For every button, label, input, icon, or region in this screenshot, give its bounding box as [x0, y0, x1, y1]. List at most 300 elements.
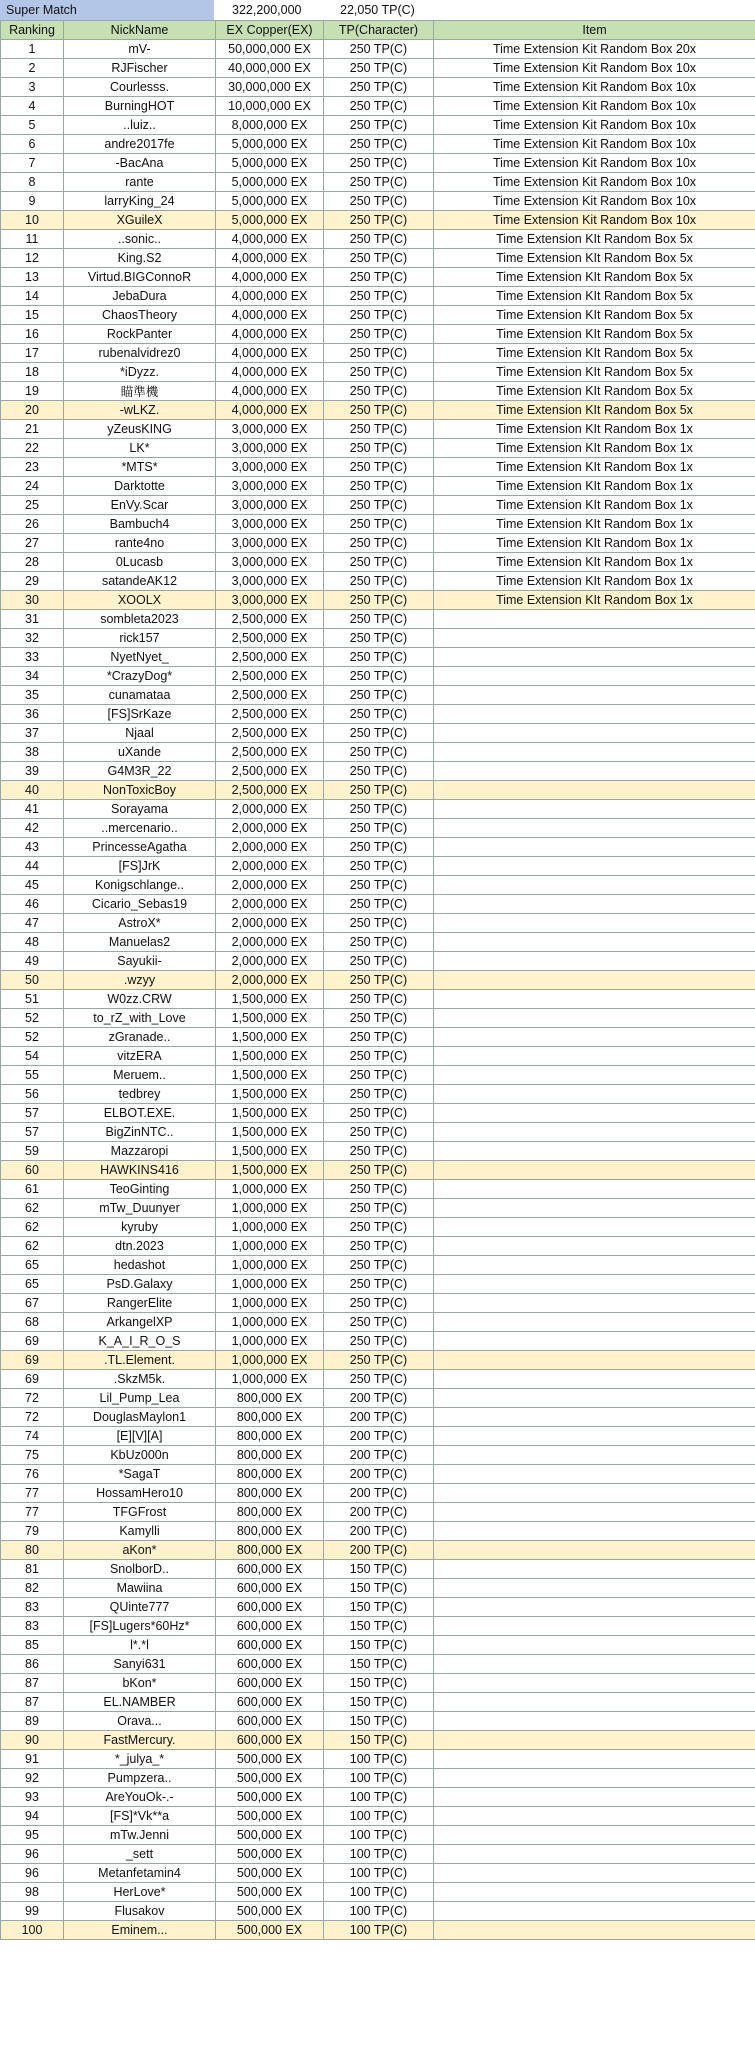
- cell-nickname[interactable]: yZeusKING: [64, 420, 216, 439]
- cell-item[interactable]: [434, 686, 755, 705]
- cell-item[interactable]: Time Extension KIt Random Box 1x: [434, 496, 755, 515]
- cell-ranking[interactable]: 23: [1, 458, 64, 477]
- cell-ranking[interactable]: 95: [1, 1826, 64, 1845]
- cell-ranking[interactable]: 31: [1, 610, 64, 629]
- cell-ex-copper[interactable]: 30,000,000 EX: [216, 78, 324, 97]
- cell-item[interactable]: Time Extension Kit Random Box 10x: [434, 97, 755, 116]
- cell-item[interactable]: [434, 1864, 755, 1883]
- cell-tp[interactable]: 250 TP(C): [324, 895, 434, 914]
- cell-tp[interactable]: 250 TP(C): [324, 173, 434, 192]
- cell-item[interactable]: [434, 1636, 755, 1655]
- cell-tp[interactable]: 250 TP(C): [324, 344, 434, 363]
- cell-nickname[interactable]: AreYouOk-.-: [64, 1788, 216, 1807]
- cell-tp[interactable]: 250 TP(C): [324, 192, 434, 211]
- cell-item[interactable]: [434, 1503, 755, 1522]
- cell-ranking[interactable]: 96: [1, 1845, 64, 1864]
- cell-ex-copper[interactable]: 1,500,000 EX: [216, 1161, 324, 1180]
- cell-ex-copper[interactable]: 800,000 EX: [216, 1408, 324, 1427]
- cell-item[interactable]: Time Extension KIt Random Box 1x: [434, 534, 755, 553]
- cell-tp[interactable]: 250 TP(C): [324, 420, 434, 439]
- cell-ranking[interactable]: 14: [1, 287, 64, 306]
- cell-nickname[interactable]: [FS]*Vk**a: [64, 1807, 216, 1826]
- cell-tp[interactable]: 250 TP(C): [324, 287, 434, 306]
- cell-nickname[interactable]: [FS]JrK: [64, 857, 216, 876]
- cell-nickname[interactable]: ELBOT.EXE.: [64, 1104, 216, 1123]
- cell-ex-copper[interactable]: 1,000,000 EX: [216, 1256, 324, 1275]
- cell-nickname[interactable]: EL.NAMBER: [64, 1693, 216, 1712]
- total-ex-copper[interactable]: 322,200,000: [232, 3, 302, 17]
- cell-tp[interactable]: 100 TP(C): [324, 1826, 434, 1845]
- cell-ex-copper[interactable]: 2,500,000 EX: [216, 629, 324, 648]
- cell-ranking[interactable]: 65: [1, 1256, 64, 1275]
- cell-ex-copper[interactable]: 3,000,000 EX: [216, 439, 324, 458]
- cell-tp[interactable]: 250 TP(C): [324, 876, 434, 895]
- cell-ex-copper[interactable]: 4,000,000 EX: [216, 325, 324, 344]
- cell-tp[interactable]: 250 TP(C): [324, 572, 434, 591]
- cell-nickname[interactable]: to_rZ_with_Love: [64, 1009, 216, 1028]
- cell-ranking[interactable]: 21: [1, 420, 64, 439]
- cell-ranking[interactable]: 38: [1, 743, 64, 762]
- cell-ranking[interactable]: 7: [1, 154, 64, 173]
- cell-tp[interactable]: 250 TP(C): [324, 382, 434, 401]
- cell-ranking[interactable]: 76: [1, 1465, 64, 1484]
- cell-ranking[interactable]: 17: [1, 344, 64, 363]
- cell-nickname[interactable]: FastMercury.: [64, 1731, 216, 1750]
- cell-item[interactable]: [434, 1256, 755, 1275]
- cell-ex-copper[interactable]: 4,000,000 EX: [216, 401, 324, 420]
- cell-nickname[interactable]: bKon*: [64, 1674, 216, 1693]
- cell-tp[interactable]: 250 TP(C): [324, 1123, 434, 1142]
- cell-ex-copper[interactable]: 5,000,000 EX: [216, 154, 324, 173]
- cell-tp[interactable]: 250 TP(C): [324, 154, 434, 173]
- cell-nickname[interactable]: Manuelas2: [64, 933, 216, 952]
- cell-ranking[interactable]: 5: [1, 116, 64, 135]
- cell-ex-copper[interactable]: 600,000 EX: [216, 1674, 324, 1693]
- cell-item[interactable]: [434, 1446, 755, 1465]
- cell-tp[interactable]: 250 TP(C): [324, 1218, 434, 1237]
- cell-item[interactable]: [434, 1598, 755, 1617]
- cell-nickname[interactable]: -wLKZ.: [64, 401, 216, 420]
- cell-ex-copper[interactable]: 2,000,000 EX: [216, 800, 324, 819]
- cell-item[interactable]: [434, 1351, 755, 1370]
- cell-ranking[interactable]: 87: [1, 1674, 64, 1693]
- cell-ranking[interactable]: 60: [1, 1161, 64, 1180]
- cell-nickname[interactable]: RJFischer: [64, 59, 216, 78]
- cell-tp[interactable]: 250 TP(C): [324, 325, 434, 344]
- cell-nickname[interactable]: HossamHero10: [64, 1484, 216, 1503]
- cell-item[interactable]: [434, 705, 755, 724]
- cell-nickname[interactable]: TFGFrost: [64, 1503, 216, 1522]
- cell-ex-copper[interactable]: 2,000,000 EX: [216, 857, 324, 876]
- cell-nickname[interactable]: DouglasMaylon1: [64, 1408, 216, 1427]
- cell-ex-copper[interactable]: 2,000,000 EX: [216, 895, 324, 914]
- cell-nickname[interactable]: Flusakov: [64, 1902, 216, 1921]
- cell-tp[interactable]: 250 TP(C): [324, 211, 434, 230]
- cell-ex-copper[interactable]: 1,000,000 EX: [216, 1294, 324, 1313]
- cell-ex-copper[interactable]: 500,000 EX: [216, 1902, 324, 1921]
- cell-ex-copper[interactable]: 1,000,000 EX: [216, 1351, 324, 1370]
- cell-ex-copper[interactable]: 4,000,000 EX: [216, 268, 324, 287]
- cell-nickname[interactable]: BigZinNTC..: [64, 1123, 216, 1142]
- cell-tp[interactable]: 150 TP(C): [324, 1598, 434, 1617]
- cell-nickname[interactable]: RangerElite: [64, 1294, 216, 1313]
- cell-ranking[interactable]: 81: [1, 1560, 64, 1579]
- cell-ranking[interactable]: 99: [1, 1902, 64, 1921]
- cell-ranking[interactable]: 72: [1, 1389, 64, 1408]
- cell-ex-copper[interactable]: 1,500,000 EX: [216, 1142, 324, 1161]
- cell-ranking[interactable]: 39: [1, 762, 64, 781]
- cell-item[interactable]: [434, 1921, 755, 1940]
- cell-ex-copper[interactable]: 500,000 EX: [216, 1769, 324, 1788]
- cell-nickname[interactable]: PsD.Galaxy: [64, 1275, 216, 1294]
- cell-nickname[interactable]: Orava...: [64, 1712, 216, 1731]
- cell-item[interactable]: [434, 1807, 755, 1826]
- cell-tp[interactable]: 100 TP(C): [324, 1750, 434, 1769]
- cell-tp[interactable]: 250 TP(C): [324, 1161, 434, 1180]
- cell-ex-copper[interactable]: 3,000,000 EX: [216, 534, 324, 553]
- cell-nickname[interactable]: King.S2: [64, 249, 216, 268]
- cell-ex-copper[interactable]: 2,500,000 EX: [216, 762, 324, 781]
- cell-tp[interactable]: 250 TP(C): [324, 1332, 434, 1351]
- cell-ex-copper[interactable]: 4,000,000 EX: [216, 230, 324, 249]
- cell-ranking[interactable]: 8: [1, 173, 64, 192]
- cell-ranking[interactable]: 26: [1, 515, 64, 534]
- cell-nickname[interactable]: rante: [64, 173, 216, 192]
- cell-ranking[interactable]: 92: [1, 1769, 64, 1788]
- cell-ranking[interactable]: 36: [1, 705, 64, 724]
- cell-ex-copper[interactable]: 1,500,000 EX: [216, 990, 324, 1009]
- cell-nickname[interactable]: AstroX*: [64, 914, 216, 933]
- cell-nickname[interactable]: sombleta2023: [64, 610, 216, 629]
- cell-tp[interactable]: 250 TP(C): [324, 1351, 434, 1370]
- cell-ranking[interactable]: 62: [1, 1199, 64, 1218]
- cell-item[interactable]: [434, 876, 755, 895]
- cell-ex-copper[interactable]: 1,500,000 EX: [216, 1047, 324, 1066]
- cell-nickname[interactable]: Courlesss.: [64, 78, 216, 97]
- cell-nickname[interactable]: .wzyy: [64, 971, 216, 990]
- cell-tp[interactable]: 250 TP(C): [324, 800, 434, 819]
- cell-ranking[interactable]: 37: [1, 724, 64, 743]
- cell-nickname[interactable]: mTw.Jenni: [64, 1826, 216, 1845]
- cell-nickname[interactable]: [FS]Lugers*60Hz*: [64, 1617, 216, 1636]
- cell-ranking[interactable]: 1: [1, 40, 64, 59]
- cell-nickname[interactable]: dtn.2023: [64, 1237, 216, 1256]
- cell-ranking[interactable]: 48: [1, 933, 64, 952]
- cell-ex-copper[interactable]: 1,000,000 EX: [216, 1313, 324, 1332]
- cell-ex-copper[interactable]: 4,000,000 EX: [216, 249, 324, 268]
- cell-tp[interactable]: 250 TP(C): [324, 1199, 434, 1218]
- cell-item[interactable]: [434, 1883, 755, 1902]
- cell-item[interactable]: [434, 1066, 755, 1085]
- cell-ex-copper[interactable]: 800,000 EX: [216, 1541, 324, 1560]
- cell-item[interactable]: [434, 1370, 755, 1389]
- cell-ex-copper[interactable]: 2,000,000 EX: [216, 838, 324, 857]
- cell-ranking[interactable]: 91: [1, 1750, 64, 1769]
- cell-tp[interactable]: 250 TP(C): [324, 667, 434, 686]
- cell-item[interactable]: Time Extension KIt Random Box 5x: [434, 268, 755, 287]
- cell-ranking[interactable]: 11: [1, 230, 64, 249]
- cell-item[interactable]: Time Extension KIt Random Box 1x: [434, 572, 755, 591]
- header-nickname[interactable]: NickName: [64, 21, 216, 40]
- cell-nickname[interactable]: NonToxicBoy: [64, 781, 216, 800]
- cell-ex-copper[interactable]: 600,000 EX: [216, 1617, 324, 1636]
- cell-item[interactable]: [434, 1332, 755, 1351]
- cell-item[interactable]: [434, 800, 755, 819]
- cell-tp[interactable]: 100 TP(C): [324, 1921, 434, 1940]
- header-ex-copper[interactable]: EX Copper(EX): [216, 21, 324, 40]
- cell-tp[interactable]: 250 TP(C): [324, 496, 434, 515]
- cell-ranking[interactable]: 3: [1, 78, 64, 97]
- cell-item[interactable]: [434, 1218, 755, 1237]
- cell-nickname[interactable]: XGuileX: [64, 211, 216, 230]
- cell-nickname[interactable]: Sanyi631: [64, 1655, 216, 1674]
- cell-nickname[interactable]: *_julya_*: [64, 1750, 216, 1769]
- cell-tp[interactable]: 250 TP(C): [324, 724, 434, 743]
- cell-item[interactable]: Time Extension Kit Random Box 10x: [434, 135, 755, 154]
- cell-tp[interactable]: 250 TP(C): [324, 1275, 434, 1294]
- cell-tp[interactable]: 250 TP(C): [324, 59, 434, 78]
- cell-item[interactable]: [434, 648, 755, 667]
- cell-item[interactable]: Time Extension Kit Random Box 10x: [434, 78, 755, 97]
- cell-ex-copper[interactable]: 1,000,000 EX: [216, 1180, 324, 1199]
- cell-tp[interactable]: 250 TP(C): [324, 591, 434, 610]
- cell-tp[interactable]: 250 TP(C): [324, 97, 434, 116]
- cell-item[interactable]: [434, 1560, 755, 1579]
- cell-ex-copper[interactable]: 3,000,000 EX: [216, 572, 324, 591]
- cell-item[interactable]: [434, 629, 755, 648]
- cell-ex-copper[interactable]: 2,500,000 EX: [216, 686, 324, 705]
- cell-item[interactable]: [434, 1123, 755, 1142]
- cell-ex-copper[interactable]: 600,000 EX: [216, 1636, 324, 1655]
- cell-tp[interactable]: 200 TP(C): [324, 1541, 434, 1560]
- cell-tp[interactable]: 250 TP(C): [324, 458, 434, 477]
- cell-item[interactable]: [434, 1237, 755, 1256]
- cell-tp[interactable]: 250 TP(C): [324, 1104, 434, 1123]
- cell-item[interactable]: Time Extension Kit Random Box 10x: [434, 154, 755, 173]
- cell-ranking[interactable]: 33: [1, 648, 64, 667]
- cell-tp[interactable]: 250 TP(C): [324, 838, 434, 857]
- cell-ex-copper[interactable]: 2,000,000 EX: [216, 952, 324, 971]
- cell-ex-copper[interactable]: 3,000,000 EX: [216, 553, 324, 572]
- cell-item[interactable]: [434, 1465, 755, 1484]
- cell-ranking[interactable]: 56: [1, 1085, 64, 1104]
- cell-tp[interactable]: 200 TP(C): [324, 1389, 434, 1408]
- cell-tp[interactable]: 200 TP(C): [324, 1408, 434, 1427]
- cell-ranking[interactable]: 54: [1, 1047, 64, 1066]
- cell-nickname[interactable]: Meruem..: [64, 1066, 216, 1085]
- cell-item[interactable]: [434, 1408, 755, 1427]
- cell-nickname[interactable]: XOOLX: [64, 591, 216, 610]
- cell-item[interactable]: [434, 1655, 755, 1674]
- cell-tp[interactable]: 250 TP(C): [324, 268, 434, 287]
- cell-nickname[interactable]: Njaal: [64, 724, 216, 743]
- cell-ex-copper[interactable]: 2,500,000 EX: [216, 705, 324, 724]
- cell-ranking[interactable]: 83: [1, 1598, 64, 1617]
- cell-ex-copper[interactable]: 600,000 EX: [216, 1693, 324, 1712]
- cell-ranking[interactable]: 59: [1, 1142, 64, 1161]
- cell-ex-copper[interactable]: 1,000,000 EX: [216, 1199, 324, 1218]
- cell-tp[interactable]: 150 TP(C): [324, 1579, 434, 1598]
- cell-item[interactable]: [434, 895, 755, 914]
- cell-nickname[interactable]: Lil_Pump_Lea: [64, 1389, 216, 1408]
- cell-nickname[interactable]: Pumpzera..: [64, 1769, 216, 1788]
- cell-tp[interactable]: 250 TP(C): [324, 781, 434, 800]
- cell-tp[interactable]: 250 TP(C): [324, 78, 434, 97]
- cell-ranking[interactable]: 22: [1, 439, 64, 458]
- cell-nickname[interactable]: G4M3R_22: [64, 762, 216, 781]
- cell-ex-copper[interactable]: 2,000,000 EX: [216, 933, 324, 952]
- cell-ex-copper[interactable]: 3,000,000 EX: [216, 420, 324, 439]
- header-ranking[interactable]: Ranking: [1, 21, 64, 40]
- cell-tp[interactable]: 250 TP(C): [324, 971, 434, 990]
- cell-ex-copper[interactable]: 500,000 EX: [216, 1807, 324, 1826]
- cell-tp[interactable]: 100 TP(C): [324, 1883, 434, 1902]
- cell-nickname[interactable]: zGranade..: [64, 1028, 216, 1047]
- cell-nickname[interactable]: Mazzaropi: [64, 1142, 216, 1161]
- cell-tp[interactable]: 250 TP(C): [324, 1142, 434, 1161]
- cell-ex-copper[interactable]: 2,500,000 EX: [216, 724, 324, 743]
- cell-ranking[interactable]: 19: [1, 382, 64, 401]
- cell-ranking[interactable]: 93: [1, 1788, 64, 1807]
- cell-item[interactable]: Time Extension KIt Random Box 5x: [434, 230, 755, 249]
- cell-ranking[interactable]: 57: [1, 1104, 64, 1123]
- cell-item[interactable]: [434, 610, 755, 629]
- cell-nickname[interactable]: NyetNyet_: [64, 648, 216, 667]
- cell-ranking[interactable]: 69: [1, 1351, 64, 1370]
- cell-nickname[interactable]: _sett: [64, 1845, 216, 1864]
- cell-ex-copper[interactable]: 1,500,000 EX: [216, 1028, 324, 1047]
- cell-item[interactable]: [434, 952, 755, 971]
- cell-ex-copper[interactable]: 500,000 EX: [216, 1750, 324, 1769]
- cell-item[interactable]: Time Extension Kit Random Box 10x: [434, 59, 755, 78]
- cell-tp[interactable]: 250 TP(C): [324, 40, 434, 59]
- cell-tp[interactable]: 150 TP(C): [324, 1693, 434, 1712]
- cell-item[interactable]: [434, 1826, 755, 1845]
- cell-ranking[interactable]: 86: [1, 1655, 64, 1674]
- cell-tp[interactable]: 250 TP(C): [324, 1085, 434, 1104]
- cell-item[interactable]: [434, 667, 755, 686]
- total-tp[interactable]: 22,050 TP(C): [340, 3, 415, 17]
- cell-item[interactable]: [434, 1788, 755, 1807]
- cell-ranking[interactable]: 74: [1, 1427, 64, 1446]
- cell-nickname[interactable]: SnolborD..: [64, 1560, 216, 1579]
- cell-item[interactable]: [434, 990, 755, 1009]
- cell-item[interactable]: Time Extension KIt Random Box 1x: [434, 477, 755, 496]
- cell-ex-copper[interactable]: 2,000,000 EX: [216, 819, 324, 838]
- cell-ex-copper[interactable]: 2,500,000 EX: [216, 610, 324, 629]
- cell-nickname[interactable]: ..sonic..: [64, 230, 216, 249]
- cell-ex-copper[interactable]: 5,000,000 EX: [216, 192, 324, 211]
- cell-tp[interactable]: 250 TP(C): [324, 534, 434, 553]
- cell-ranking[interactable]: 41: [1, 800, 64, 819]
- cell-ranking[interactable]: 20: [1, 401, 64, 420]
- cell-item[interactable]: [434, 1389, 755, 1408]
- cell-ranking[interactable]: 55: [1, 1066, 64, 1085]
- cell-ranking[interactable]: 100: [1, 1921, 64, 1940]
- cell-ranking[interactable]: 94: [1, 1807, 64, 1826]
- cell-ranking[interactable]: 79: [1, 1522, 64, 1541]
- cell-item[interactable]: [434, 1484, 755, 1503]
- cell-item[interactable]: Time Extension Kit Random Box 10x: [434, 192, 755, 211]
- cell-nickname[interactable]: ArkangelXP: [64, 1313, 216, 1332]
- cell-ex-copper[interactable]: 3,000,000 EX: [216, 496, 324, 515]
- cell-item[interactable]: Time Extension KIt Random Box 1x: [434, 515, 755, 534]
- cell-tp[interactable]: 250 TP(C): [324, 1294, 434, 1313]
- cell-nickname[interactable]: rubenalvidrez0: [64, 344, 216, 363]
- cell-tp[interactable]: 250 TP(C): [324, 306, 434, 325]
- cell-item[interactable]: [434, 1750, 755, 1769]
- cell-tp[interactable]: 200 TP(C): [324, 1446, 434, 1465]
- cell-tp[interactable]: 250 TP(C): [324, 515, 434, 534]
- cell-nickname[interactable]: hedashot: [64, 1256, 216, 1275]
- cell-tp[interactable]: 250 TP(C): [324, 1313, 434, 1332]
- cell-nickname[interactable]: ChaosTheory: [64, 306, 216, 325]
- cell-ranking[interactable]: 69: [1, 1332, 64, 1351]
- cell-ranking[interactable]: 25: [1, 496, 64, 515]
- cell-tp[interactable]: 250 TP(C): [324, 705, 434, 724]
- cell-tp[interactable]: 250 TP(C): [324, 1028, 434, 1047]
- cell-item[interactable]: [434, 1712, 755, 1731]
- cell-item[interactable]: Time Extension KIt Random Box 5x: [434, 363, 755, 382]
- cell-ex-copper[interactable]: 2,000,000 EX: [216, 914, 324, 933]
- cell-tp[interactable]: 250 TP(C): [324, 819, 434, 838]
- cell-ranking[interactable]: 49: [1, 952, 64, 971]
- cell-item[interactable]: Time Extension KIt Random Box 1x: [434, 439, 755, 458]
- cell-tp[interactable]: 100 TP(C): [324, 1902, 434, 1921]
- cell-nickname[interactable]: Kamylli: [64, 1522, 216, 1541]
- cell-ranking[interactable]: 67: [1, 1294, 64, 1313]
- cell-nickname[interactable]: *SagaT: [64, 1465, 216, 1484]
- cell-nickname[interactable]: KbUz000n: [64, 1446, 216, 1465]
- cell-tp[interactable]: 250 TP(C): [324, 401, 434, 420]
- cell-nickname[interactable]: Metanfetamin4: [64, 1864, 216, 1883]
- cell-ranking[interactable]: 89: [1, 1712, 64, 1731]
- cell-item[interactable]: Time Extension KIt Random Box 1x: [434, 458, 755, 477]
- cell-ranking[interactable]: 51: [1, 990, 64, 1009]
- cell-tp[interactable]: 150 TP(C): [324, 1655, 434, 1674]
- cell-tp[interactable]: 150 TP(C): [324, 1636, 434, 1655]
- cell-nickname[interactable]: cunamataa: [64, 686, 216, 705]
- cell-ex-copper[interactable]: 2,500,000 EX: [216, 648, 324, 667]
- cell-tp[interactable]: 200 TP(C): [324, 1427, 434, 1446]
- cell-ex-copper[interactable]: 800,000 EX: [216, 1522, 324, 1541]
- cell-ranking[interactable]: 61: [1, 1180, 64, 1199]
- cell-item[interactable]: Time Extension KIt Random Box 5x: [434, 401, 755, 420]
- cell-tp[interactable]: 250 TP(C): [324, 439, 434, 458]
- cell-tp[interactable]: 250 TP(C): [324, 743, 434, 762]
- cell-ranking[interactable]: 80: [1, 1541, 64, 1560]
- cell-ranking[interactable]: 50: [1, 971, 64, 990]
- cell-ex-copper[interactable]: 4,000,000 EX: [216, 382, 324, 401]
- cell-tp[interactable]: 250 TP(C): [324, 990, 434, 1009]
- cell-ranking[interactable]: 77: [1, 1484, 64, 1503]
- cell-nickname[interactable]: TeoGinting: [64, 1180, 216, 1199]
- cell-tp[interactable]: 100 TP(C): [324, 1807, 434, 1826]
- cell-ranking[interactable]: 62: [1, 1218, 64, 1237]
- cell-tp[interactable]: 250 TP(C): [324, 762, 434, 781]
- cell-ex-copper[interactable]: 5,000,000 EX: [216, 173, 324, 192]
- cell-ranking[interactable]: 85: [1, 1636, 64, 1655]
- cell-tp[interactable]: 250 TP(C): [324, 1066, 434, 1085]
- cell-nickname[interactable]: kyruby: [64, 1218, 216, 1237]
- cell-item[interactable]: [434, 857, 755, 876]
- cell-nickname[interactable]: Bambuch4: [64, 515, 216, 534]
- cell-ex-copper[interactable]: 600,000 EX: [216, 1579, 324, 1598]
- cell-tp[interactable]: 100 TP(C): [324, 1845, 434, 1864]
- cell-ex-copper[interactable]: 2,000,000 EX: [216, 876, 324, 895]
- cell-nickname[interactable]: PrincesseAgatha: [64, 838, 216, 857]
- cell-item[interactable]: Time Extension KIt Random Box 5x: [434, 344, 755, 363]
